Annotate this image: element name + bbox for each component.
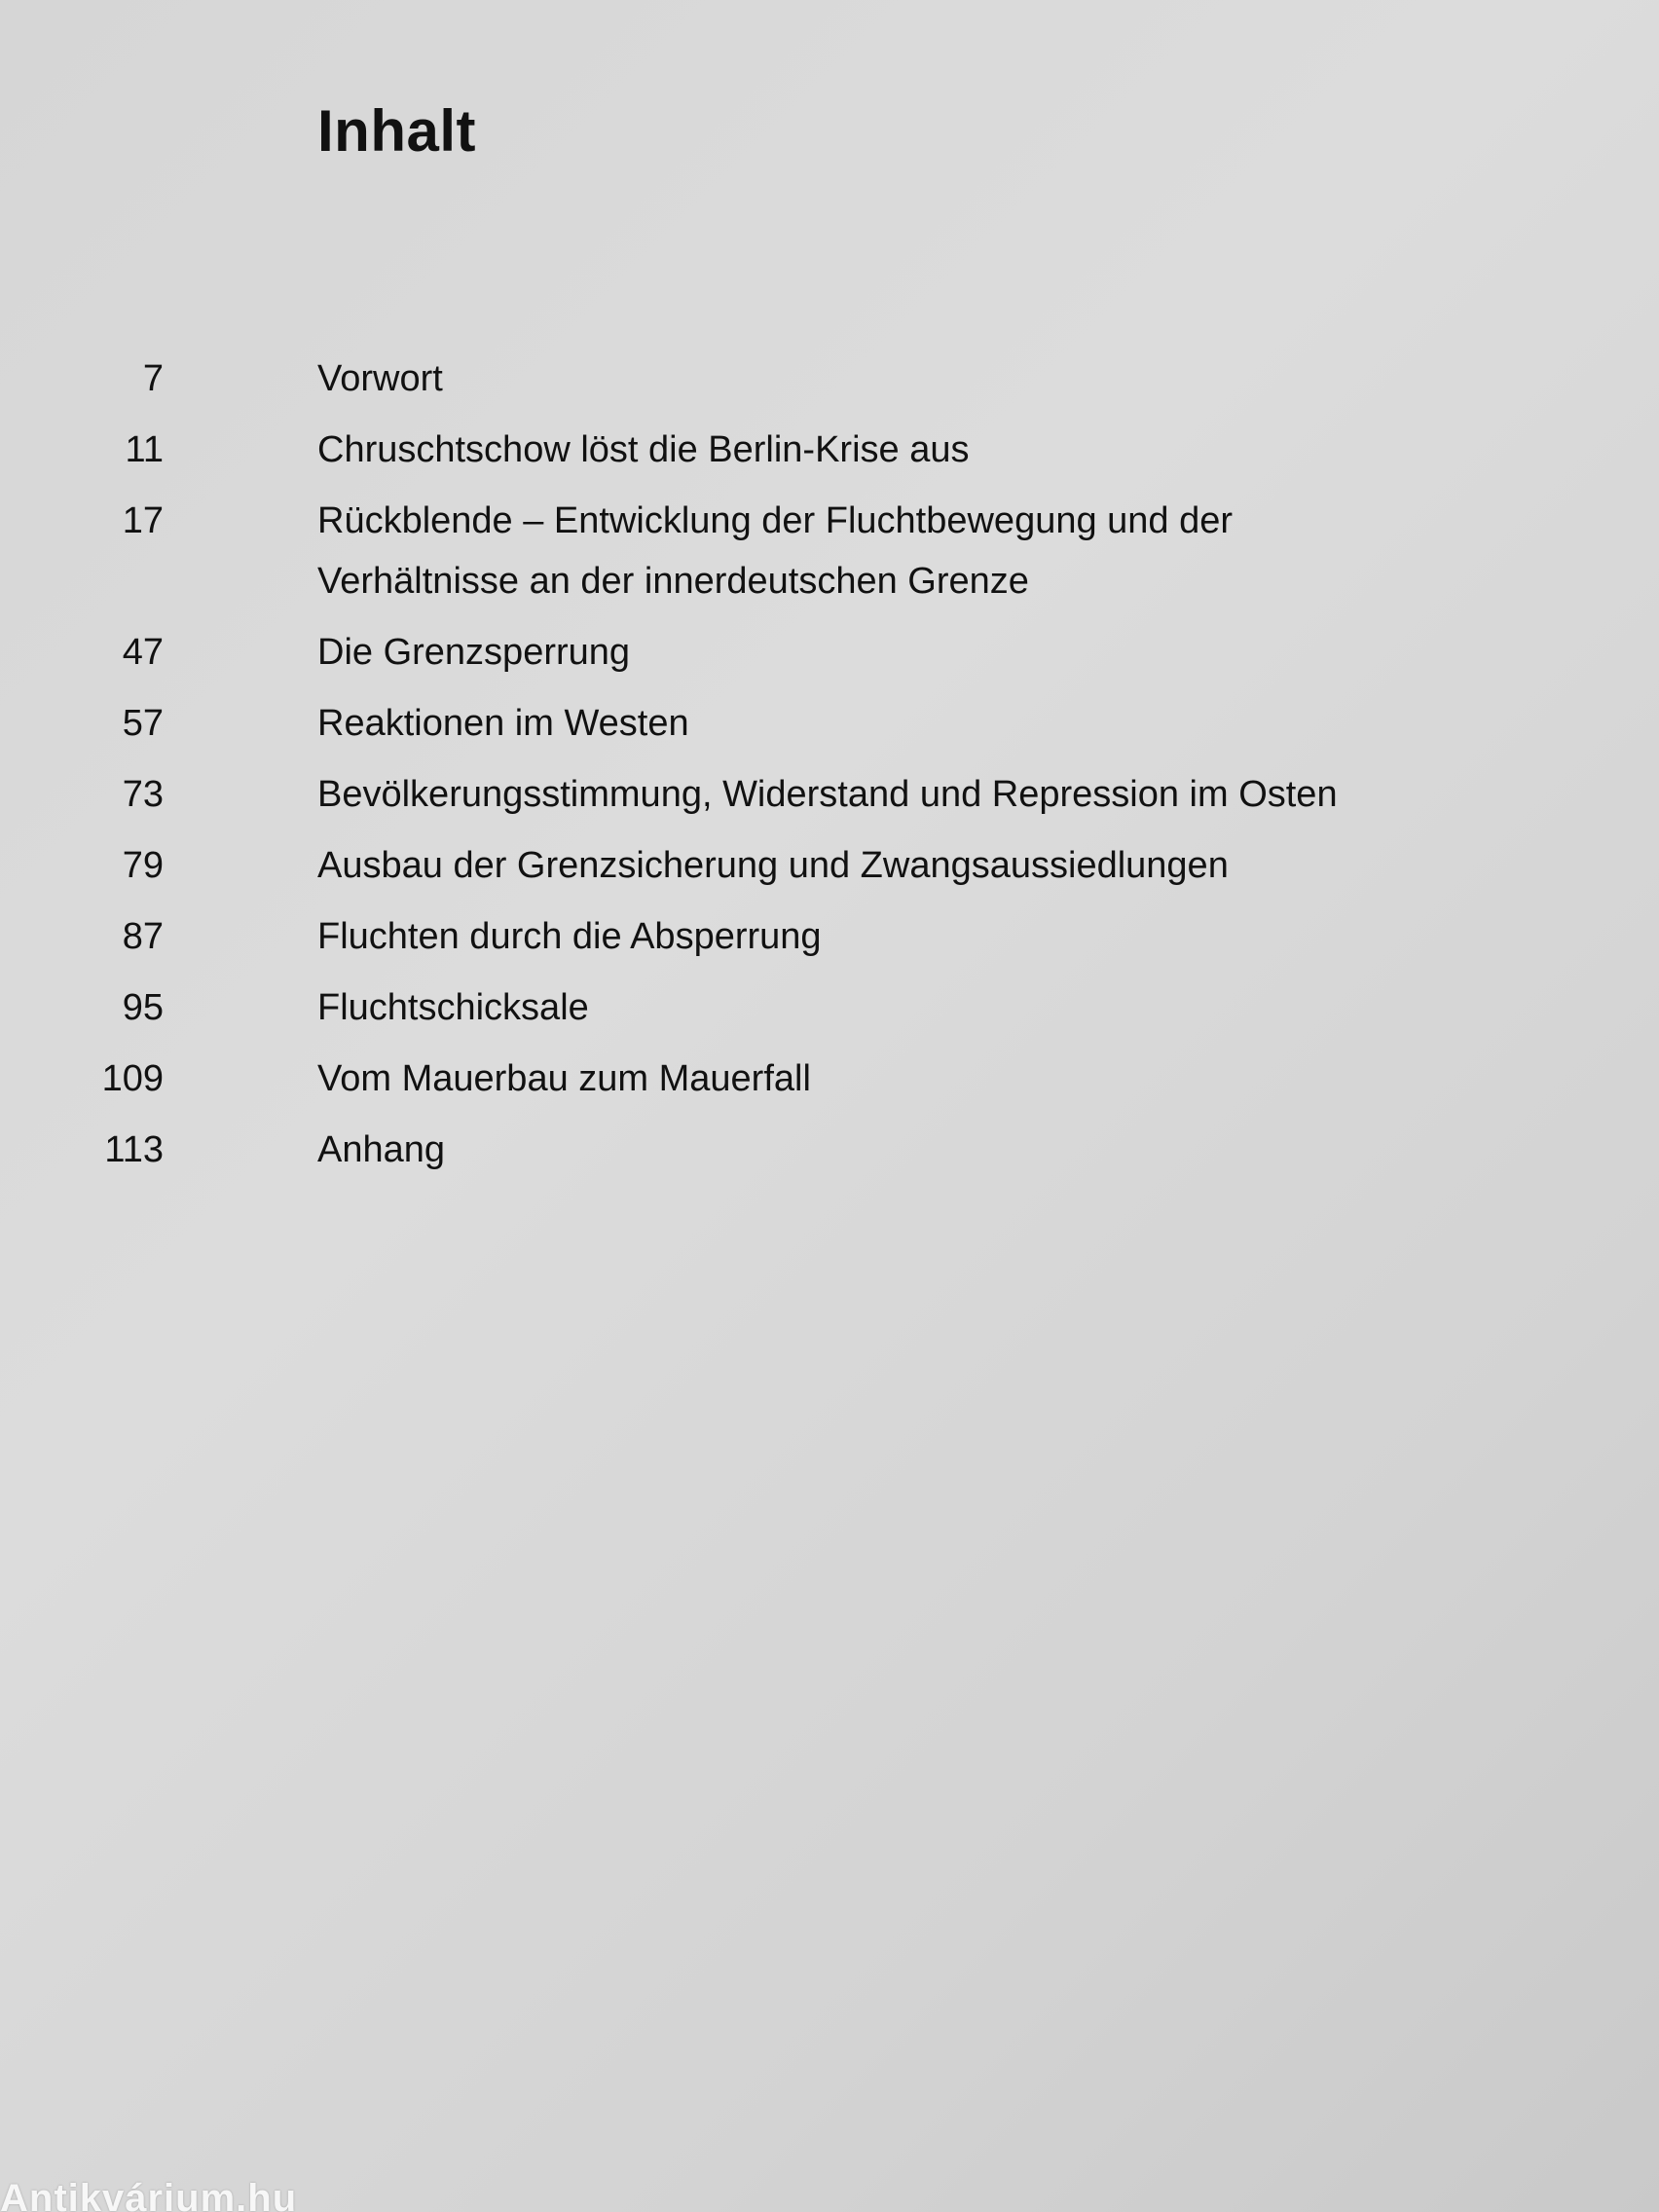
toc-title: Bevölkerungsstimmung, Widerstand und Repression im Osten bbox=[317, 774, 1338, 815]
toc-title: Vom Mauerbau zum Mauerfall bbox=[317, 1058, 811, 1099]
toc-entry bbox=[0, 622, 1659, 682]
toc-page-number: 11 bbox=[125, 429, 164, 470]
toc-page-number: 47 bbox=[122, 632, 164, 673]
toc-entry bbox=[0, 764, 1659, 825]
toc-title: Die Grenzsperrung bbox=[317, 632, 631, 673]
toc-title: Fluchtschicksale bbox=[317, 987, 589, 1028]
toc-page-number: 113 bbox=[104, 1129, 164, 1170]
toc-entry bbox=[0, 835, 1659, 896]
toc-title: Anhang bbox=[317, 1129, 446, 1170]
toc-page-number: 87 bbox=[122, 916, 164, 957]
toc-entry bbox=[0, 349, 1659, 409]
toc-page-number: 57 bbox=[122, 703, 164, 744]
page-title: Inhalt bbox=[317, 98, 476, 164]
toc-title: Vorwort bbox=[317, 358, 443, 399]
toc-title: Rückblende – Entwicklung der Fluchtbewegung und der Verhältnisse an der innerdeutschen Grenze bbox=[317, 500, 1234, 602]
toc-title: Chruschtschow löst die Berlin-Krise aus bbox=[317, 429, 970, 470]
toc-page-number: 7 bbox=[142, 358, 164, 399]
toc-page-number: 95 bbox=[122, 987, 164, 1028]
toc-page-number: 109 bbox=[101, 1058, 164, 1099]
toc-entry bbox=[0, 906, 1659, 967]
toc-page-number: 17 bbox=[122, 500, 164, 541]
toc-entry bbox=[0, 420, 1659, 480]
watermark: Antikvárium.hu bbox=[0, 2177, 298, 2212]
toc-entry bbox=[0, 1120, 1659, 1180]
toc-page-number: 79 bbox=[122, 845, 164, 886]
table-of-contents bbox=[0, 349, 1659, 1180]
toc-title: Fluchten durch die Absperrung bbox=[317, 916, 822, 957]
toc-entry bbox=[0, 693, 1659, 754]
toc-entry bbox=[0, 1049, 1659, 1109]
toc-entry bbox=[0, 977, 1659, 1038]
toc-page-number: 73 bbox=[122, 774, 164, 815]
toc-entry bbox=[0, 491, 1659, 611]
show-through-heading bbox=[0, 97, 18, 178]
toc-title: Reaktionen im Westen bbox=[317, 703, 689, 744]
toc-title: Ausbau der Grenzsicherung und Zwangsaussiedlungen bbox=[317, 845, 1229, 886]
